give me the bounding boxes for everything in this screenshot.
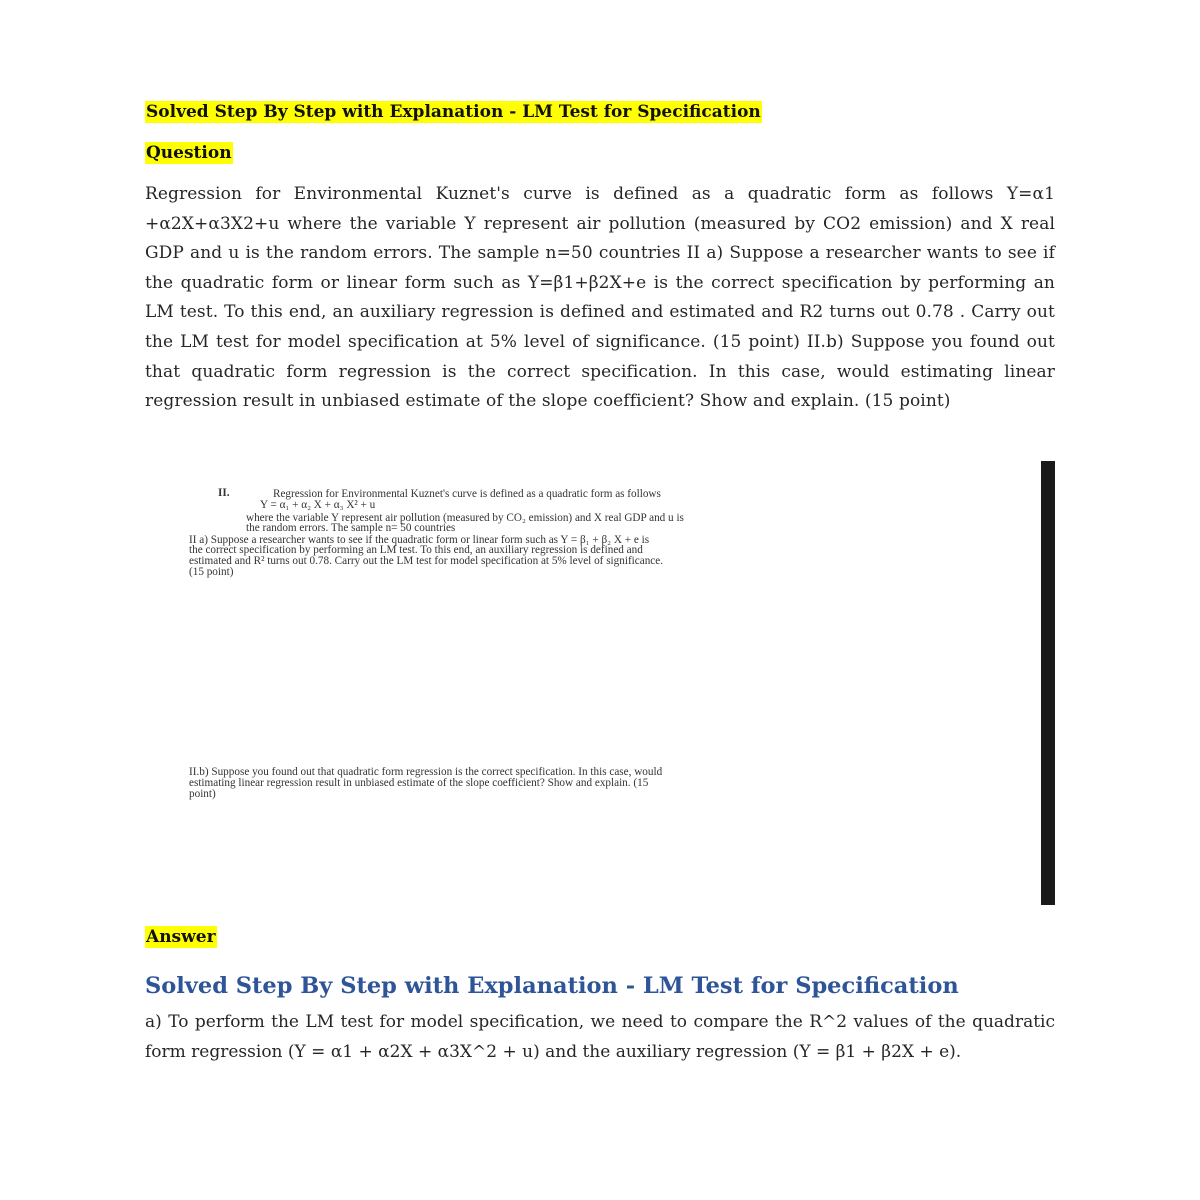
scan-line: (15 point) <box>189 566 234 578</box>
scan-line: the correct specification by performing an LM test. To this end, an auxiliary regression is defined and <box>189 544 643 556</box>
document-title: Solved Step By Step with Explanation - LM Test for Specification <box>146 102 761 122</box>
answer-text <box>145 1008 1055 1067</box>
scan-line: where the variable Y represent air pollution (measured by CO₂ emission) and X real GDP and u is <box>246 512 684 524</box>
answer-heading: Solved Step By Step with Explanation - LM Test for Specification <box>145 973 959 999</box>
question-label: Question <box>146 143 232 163</box>
answer-label: Answer <box>146 927 216 947</box>
scan-line: estimated and R² turns out 0.78. Carry out the LM test for model specification at 5% level of significance. <box>189 555 664 567</box>
scan-section-number: II. <box>218 487 230 499</box>
question-paragraph: Regression for Environmental Kuznet's curve is defined as a quadratic form as follows Y=α1 +α2X+α3X2+u where the variable Y represent air pollution (measured by CO2 emission) and X real GDP and u is the random errors. The sample n=50 countries II a) Suppose a researcher wants to see if the quadratic form or linear form such as Y=β1+β2X+e is the correct specification by performing an LM test. To this end, an auxiliary regression is defined and estimated and R2 turns out 0.78 . Carry out the LM test for model specification at 5% level of significance. (15 point) II.b) Suppose you found out that quadratic form regression is the correct specification. In this case, would estimating linear regression result in unbiased estimate of the slope coefficient? Show and explain. (15 point) <box>145 184 1055 412</box>
scan-line: estimating linear regression result in unbiased estimate of the slope coefficient? Show and explain. (15 <box>189 777 649 789</box>
scanned-question-image <box>185 470 975 830</box>
scan-line: point) <box>189 788 216 800</box>
scan-line: II.b) Suppose you found out that quadratic form regression is the correct specification. In this case, would <box>189 766 663 778</box>
scan-line: II a) Suppose a researcher wants to see if the quadratic form or linear form such as Y = β₁ + β₂ X + e is <box>189 534 650 546</box>
scan-line: the random errors. The sample n= 50 countries <box>246 522 456 534</box>
scan-border-bar <box>1041 461 1055 905</box>
question-text <box>145 180 1055 417</box>
scan-line: Regression for Environmental Kuznet's curve is defined as a quadratic form as follows <box>273 488 661 500</box>
scan-line: Y = α₁ + α₂ X + α₃ X² + u <box>260 499 376 511</box>
answer-paragraph: a) To perform the LM test for model specification, we need to compare the R^2 values of the quadratic form regression (Y = α1 + α2X + α3X^2 + u) and the auxiliary regression (Y = β1 + β2X + e). <box>145 1012 1055 1062</box>
